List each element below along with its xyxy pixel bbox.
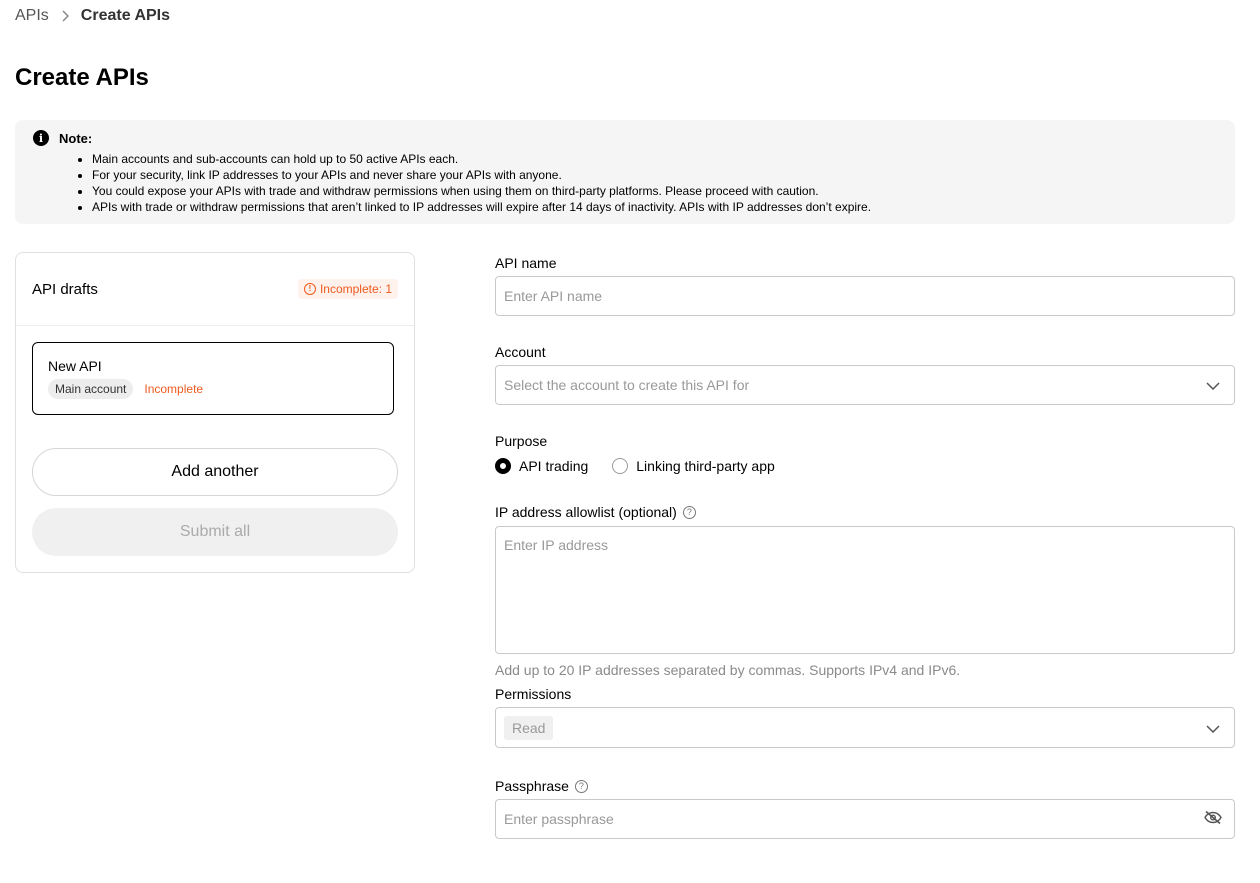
account-label-text: Account	[495, 344, 546, 360]
radio-checked-icon	[495, 458, 511, 474]
note-box	[15, 120, 1235, 224]
purpose-label-text: Purpose	[495, 433, 548, 449]
draft-name: New API	[48, 358, 102, 374]
permissions-label-text: Permissions	[495, 686, 572, 702]
note-item: • You could expose your APIs with trade and withdraw permissions when using them on third-party platforms. Please proceed with caution.	[92, 183, 1219, 199]
help-icon[interactable]: ?	[683, 506, 696, 519]
api-name-placeholder: Enter API name	[504, 288, 603, 304]
permissions-select[interactable]	[495, 707, 1235, 748]
eye-off-icon[interactable]	[1204, 811, 1222, 828]
chevron-down-icon	[1206, 720, 1220, 736]
note-title: Note:	[59, 130, 93, 146]
note-header	[33, 130, 1219, 146]
help-icon[interactable]: ?	[575, 780, 588, 793]
drafts-header	[16, 253, 414, 326]
draft-card-new-api[interactable]	[32, 342, 394, 415]
page-title: Create APIs	[15, 64, 149, 91]
ip-allowlist-label-text: IP address allowlist (optional)	[495, 504, 677, 520]
account-tag: Main account	[48, 379, 133, 399]
purpose-radio-group	[495, 458, 775, 474]
account-label	[495, 344, 546, 360]
passphrase-label	[495, 778, 588, 794]
purpose-label	[495, 433, 547, 449]
permissions-label	[495, 686, 571, 702]
chevron-right-icon	[61, 10, 69, 22]
add-another-button[interactable]: Add another	[32, 448, 398, 496]
warning-icon: !	[304, 283, 316, 295]
api-name-input[interactable]	[495, 276, 1235, 316]
passphrase-label-text: Passphrase	[495, 778, 569, 794]
radio-unchecked-icon	[612, 458, 628, 474]
account-placeholder: Select the account to create this API for	[504, 377, 750, 393]
submit-all-button[interactable]: Submit all	[32, 508, 398, 556]
ip-hint: Add up to 20 IP addresses separated by commas. Supports IPv4 and IPv6.	[495, 662, 961, 678]
permission-chip-read: Read	[504, 716, 553, 740]
draft-tags	[48, 379, 378, 399]
note-item: • Main accounts and sub-accounts can hold up to 50 active APIs each.	[92, 151, 1219, 167]
info-icon: i	[33, 130, 49, 146]
radio-api-trading[interactable]	[495, 458, 588, 474]
breadcrumb	[15, 6, 170, 26]
api-drafts-panel	[15, 252, 415, 573]
passphrase-placeholder: Enter passphrase	[504, 811, 614, 827]
chevron-down-icon	[1206, 377, 1220, 393]
api-name-label-text: API name	[495, 255, 557, 271]
api-name-label	[495, 255, 556, 271]
breadcrumb-apis-link[interactable]: APIs	[15, 7, 49, 24]
ip-allowlist-label	[495, 504, 696, 520]
status-tag: Incomplete	[144, 382, 204, 396]
account-select[interactable]	[495, 365, 1235, 405]
drafts-title: API drafts	[32, 280, 98, 298]
note-list	[31, 151, 1219, 215]
ip-address-textarea[interactable]	[495, 526, 1235, 654]
ip-placeholder: Enter IP address	[504, 537, 609, 553]
passphrase-input[interactable]	[495, 799, 1235, 839]
radio-api-trading-label: API trading	[519, 458, 589, 474]
note-item: • For your security, link IP addresses to your APIs and never share your APIs with anyone.	[92, 167, 1219, 183]
radio-third-party-label: Linking third-party app	[636, 458, 775, 474]
breadcrumb-current: Create APIs	[80, 7, 171, 24]
radio-third-party-app[interactable]	[612, 458, 775, 474]
incomplete-count-label: Incomplete: 1	[319, 282, 392, 296]
note-item: • APIs with trade or withdraw permissions that aren’t linked to IP addresses will expire after 14 days of inactivity. APIs with IP addresses don’t expire.	[92, 199, 1219, 215]
incomplete-count-badge	[298, 279, 398, 299]
